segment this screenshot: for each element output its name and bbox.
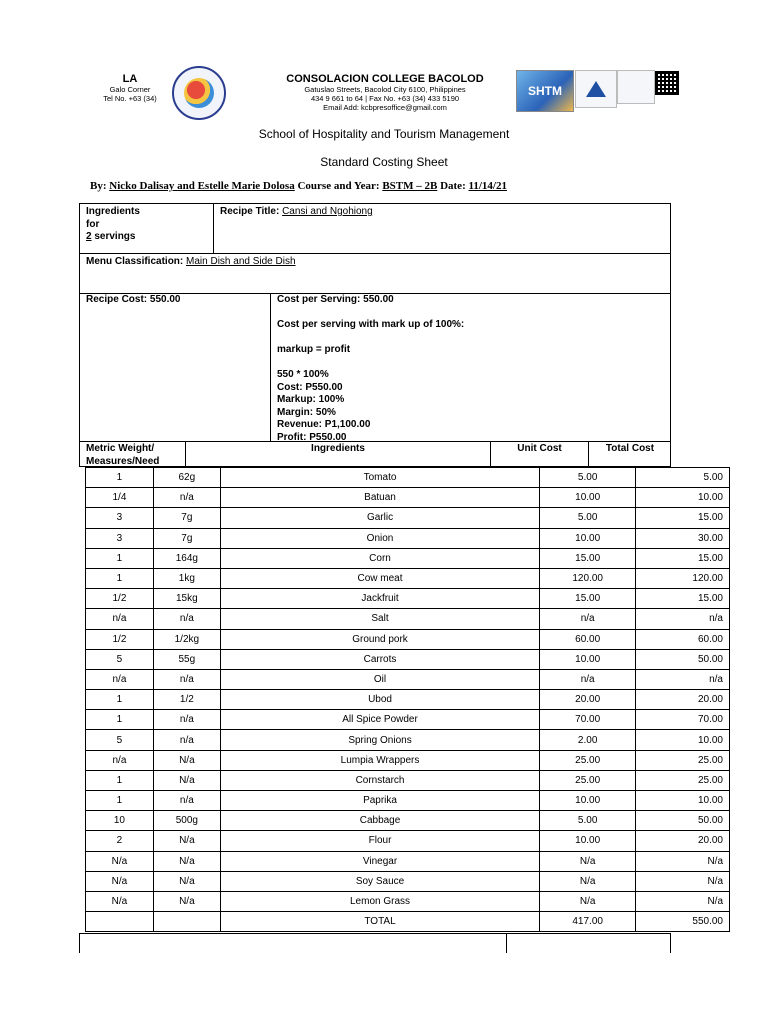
- row-total-cost: 120.00: [636, 568, 730, 588]
- row-total-cost: 15.00: [636, 589, 730, 609]
- row-measure: n/a: [153, 609, 220, 629]
- row-measure: [153, 912, 220, 932]
- table-row: [86, 528, 730, 548]
- row-total-cost: 30.00: [636, 528, 730, 548]
- row-unit-cost: 10.00: [540, 649, 636, 669]
- row-unit-cost: n/a: [540, 609, 636, 629]
- college-seal-logo: [172, 66, 226, 120]
- row-unit-cost: 25.00: [540, 770, 636, 790]
- table-row: [86, 710, 730, 730]
- row-unit-cost: 60.00: [540, 629, 636, 649]
- row-total-cost: 20.00: [636, 831, 730, 851]
- row-ingredient: All Spice Powder: [220, 710, 539, 730]
- row-unit-cost: n/a: [540, 669, 636, 689]
- row-ingredient: Paprika: [220, 791, 539, 811]
- row-ingredient: Onion: [220, 528, 539, 548]
- sheet-title: Standard Costing Sheet: [320, 155, 448, 169]
- row-ingredient: Flour: [220, 831, 539, 851]
- cost-line: Cost per serving with mark up of 100%:: [277, 319, 465, 330]
- by-label: By:: [90, 180, 107, 192]
- course-label: Course and Year:: [297, 180, 380, 192]
- row-unit-cost: 25.00: [540, 750, 636, 770]
- college-header: [255, 73, 515, 112]
- row-ingredient: TOTAL: [220, 912, 539, 932]
- badge-text: SHTM: [528, 84, 562, 98]
- row-total-cost: N/a: [636, 871, 730, 891]
- date-value: 11/14/21: [468, 180, 507, 192]
- row-measure: 7g: [153, 528, 220, 548]
- row-unit-cost: 5.00: [540, 508, 636, 528]
- row-unit-cost: 15.00: [540, 589, 636, 609]
- course-year: BSTM – 2B: [382, 180, 438, 192]
- table-row: [86, 690, 730, 710]
- row-unit-cost: 5.00: [540, 468, 636, 488]
- row-unit-cost: 10.00: [540, 528, 636, 548]
- row-ingredient: Batuan: [220, 488, 539, 508]
- row-unit-cost: 10.00: [540, 831, 636, 851]
- ingredients-table: [85, 467, 730, 932]
- row-unit-cost: 5.00: [540, 811, 636, 831]
- row-total-cost: 15.00: [636, 548, 730, 568]
- col-metric-line-2: Measures/Need: [86, 455, 160, 467]
- row-total-cost: N/a: [636, 851, 730, 871]
- row-ingredient: Oil: [220, 669, 539, 689]
- row-quantity: 2: [86, 831, 154, 851]
- row-measure: 62g: [153, 468, 220, 488]
- table-row: [86, 548, 730, 568]
- row-ingredient: Carrots: [220, 649, 539, 669]
- for-label: for: [86, 218, 100, 230]
- servings-line: [86, 231, 140, 244]
- row-measure: N/a: [153, 770, 220, 790]
- row-unit-cost: N/a: [540, 871, 636, 891]
- date-label: Date:: [440, 180, 466, 192]
- row-quantity: 1: [86, 568, 154, 588]
- row-measure: n/a: [153, 730, 220, 750]
- row-quantity: N/a: [86, 851, 154, 871]
- row-measure: 7g: [153, 508, 220, 528]
- row-ingredient: Vinegar: [220, 851, 539, 871]
- qr-code-icon: [655, 71, 679, 95]
- table-row: [86, 791, 730, 811]
- table-row: [86, 629, 730, 649]
- certification-logo: [575, 70, 617, 108]
- row-quantity: 1/2: [86, 589, 154, 609]
- recipe-header-box: [79, 203, 671, 254]
- row-ingredient: Soy Sauce: [220, 871, 539, 891]
- row-ingredient: Ground pork: [220, 629, 539, 649]
- row-ingredient: Cornstarch: [220, 770, 539, 790]
- cost-line: [277, 307, 464, 320]
- address-line-1: Gatuslao Streets, Bacolod City 6100, Philippines: [304, 85, 466, 94]
- byline: [90, 180, 507, 192]
- row-ingredient: Lemon Grass: [220, 891, 539, 911]
- seal-emblem-icon: [184, 78, 214, 108]
- row-ingredient: Tomato: [220, 468, 539, 488]
- cost-line: 550 * 100%: [277, 369, 329, 380]
- row-measure: 164g: [153, 548, 220, 568]
- table-row: [86, 730, 730, 750]
- row-measure: N/a: [153, 871, 220, 891]
- row-ingredient: Lumpia Wrappers: [220, 750, 539, 770]
- row-total-cost: 550.00: [636, 912, 730, 932]
- menu-classification-field: [86, 256, 296, 269]
- table-row: [86, 750, 730, 770]
- table-row: [86, 468, 730, 488]
- management-system-logo: [617, 70, 655, 104]
- row-unit-cost: 20.00: [540, 690, 636, 710]
- row-unit-cost: N/a: [540, 851, 636, 871]
- row-measure: n/a: [153, 791, 220, 811]
- row-quantity: n/a: [86, 609, 154, 629]
- row-measure: 1/2kg: [153, 629, 220, 649]
- cost-line: Cost: P550.00: [277, 381, 343, 393]
- cost-line: Margin: 50%: [277, 406, 336, 418]
- row-unit-cost: 10.00: [540, 791, 636, 811]
- row-total-cost: 50.00: [636, 649, 730, 669]
- row-total-cost: N/a: [636, 891, 730, 911]
- row-ingredient: Salt: [220, 609, 539, 629]
- row-total-cost: n/a: [636, 609, 730, 629]
- left-title: LA: [122, 73, 138, 85]
- table-row: [86, 831, 730, 851]
- row-unit-cost: 120.00: [540, 568, 636, 588]
- row-ingredient: Jackfruit: [220, 589, 539, 609]
- row-measure: 500g: [153, 811, 220, 831]
- table-row: [86, 811, 730, 831]
- cost-line: Markup: 100%: [277, 394, 345, 405]
- row-quantity: 1: [86, 468, 154, 488]
- table-row: [86, 589, 730, 609]
- table-row: [86, 609, 730, 629]
- row-unit-cost: 15.00: [540, 548, 636, 568]
- col-metric-header: [86, 443, 159, 468]
- row-unit-cost: 10.00: [540, 488, 636, 508]
- row-unit-cost: 2.00: [540, 730, 636, 750]
- ingredients-label: Ingredients: [86, 206, 140, 217]
- row-quantity: 1: [86, 770, 154, 790]
- row-ingredient: Cow meat: [220, 568, 539, 588]
- row-total-cost: 10.00: [636, 730, 730, 750]
- row-quantity: 1/2: [86, 629, 154, 649]
- recipe-title-label: Recipe Title:: [220, 206, 280, 217]
- left-contact: [90, 73, 170, 103]
- row-total-cost: 70.00: [636, 710, 730, 730]
- recipe-header-divider: [213, 203, 214, 254]
- table-row: [86, 508, 730, 528]
- cost-line: Profit: P550.00: [277, 431, 347, 443]
- ingredients-for-label: [86, 206, 140, 244]
- cost-line: Revenue: P1,100.00: [277, 419, 371, 430]
- row-unit-cost: 70.00: [540, 710, 636, 730]
- college-name: CONSOLACION COLLEGE BACOLOD: [286, 73, 484, 85]
- row-quantity: n/a: [86, 750, 154, 770]
- table-row: [86, 669, 730, 689]
- row-ingredient: Ubod: [220, 690, 539, 710]
- row-measure: N/a: [153, 831, 220, 851]
- row-quantity: N/a: [86, 871, 154, 891]
- row-total-cost: 60.00: [636, 629, 730, 649]
- row-ingredient: Cabbage: [220, 811, 539, 831]
- row-quantity: [86, 912, 154, 932]
- cost-line: Cost per Serving: 550.00: [277, 294, 394, 305]
- row-total-cost: 15.00: [636, 508, 730, 528]
- table-row: [86, 488, 730, 508]
- row-unit-cost: N/a: [540, 891, 636, 911]
- row-measure: N/a: [153, 891, 220, 911]
- row-quantity: 5: [86, 730, 154, 750]
- row-quantity: 1/4: [86, 488, 154, 508]
- menu-class-value: Main Dish and Side Dish: [186, 256, 296, 267]
- row-quantity: 1: [86, 710, 154, 730]
- menu-class-label: Menu Classification:: [86, 256, 184, 267]
- row-measure: 15kg: [153, 589, 220, 609]
- table-row: [86, 851, 730, 871]
- table-row: [86, 649, 730, 669]
- total-row: [86, 912, 730, 932]
- row-quantity: 5: [86, 649, 154, 669]
- row-measure: n/a: [153, 669, 220, 689]
- row-measure: 1kg: [153, 568, 220, 588]
- row-total-cost: 25.00: [636, 750, 730, 770]
- row-unit-cost: 417.00: [540, 912, 636, 932]
- row-total-cost: 10.00: [636, 791, 730, 811]
- servings-number: 2: [86, 231, 92, 242]
- row-quantity: 10: [86, 811, 154, 831]
- row-total-cost: 50.00: [636, 811, 730, 831]
- row-quantity: 3: [86, 528, 154, 548]
- table-row: [86, 871, 730, 891]
- row-measure: N/a: [153, 750, 220, 770]
- row-ingredient: Corn: [220, 548, 539, 568]
- row-ingredient: Garlic: [220, 508, 539, 528]
- row-measure: 1/2: [153, 690, 220, 710]
- cost-line: markup = profit: [277, 344, 351, 355]
- bottom-box-top: [79, 933, 671, 934]
- col-ingredients-header: Ingredients: [311, 443, 365, 454]
- shtm-badge-logo: [516, 70, 574, 112]
- bottom-box-left: [79, 933, 80, 953]
- col-unit-cost-header: Unit Cost: [517, 443, 562, 454]
- table-row: [86, 891, 730, 911]
- row-quantity: 1: [86, 791, 154, 811]
- certification-icon: [586, 81, 606, 97]
- bottom-box-right: [670, 933, 671, 953]
- row-total-cost: n/a: [636, 669, 730, 689]
- servings-word: servings: [94, 231, 136, 242]
- school-title: School of Hospitality and Tourism Management: [258, 127, 510, 141]
- row-ingredient: Spring Onions: [220, 730, 539, 750]
- address-line-2: 434 9 661 to 64 | Fax No. +63 (34) 433 5190: [310, 94, 460, 103]
- row-total-cost: 20.00: [636, 690, 730, 710]
- col-total-cost-header: Total Cost: [605, 443, 655, 454]
- row-measure: n/a: [153, 488, 220, 508]
- table-row: [86, 770, 730, 790]
- left-line-2: Tel No. +63 (34): [103, 94, 157, 103]
- row-measure: n/a: [153, 710, 220, 730]
- left-line-1: Galo Corner: [109, 85, 151, 94]
- row-quantity: n/a: [86, 669, 154, 689]
- table-row: [86, 568, 730, 588]
- row-quantity: 1: [86, 548, 154, 568]
- row-quantity: 1: [86, 690, 154, 710]
- cost-line: [277, 332, 464, 345]
- authors: Nicko Dalisay and Estelle Marie Dolosa: [109, 180, 295, 192]
- recipe-cost: Recipe Cost: 550.00: [86, 294, 181, 305]
- cost-box-divider: [270, 293, 271, 442]
- row-total-cost: 5.00: [636, 468, 730, 488]
- cost-line: [277, 357, 464, 370]
- recipe-title-field: [220, 206, 373, 219]
- cost-details: [277, 294, 464, 444]
- col-metric-line-1: Metric Weight/: [86, 443, 155, 454]
- bottom-box-mid: [506, 933, 507, 953]
- row-measure: N/a: [153, 851, 220, 871]
- recipe-title-value: Cansi and Ngohiong: [282, 206, 373, 217]
- row-measure: 55g: [153, 649, 220, 669]
- ingredients-table-body: [86, 468, 730, 932]
- row-total-cost: 25.00: [636, 770, 730, 790]
- row-quantity: N/a: [86, 891, 154, 911]
- row-total-cost: 10.00: [636, 488, 730, 508]
- address-line-3: Email Add: kcbpresoffice@gmail.com: [323, 103, 447, 112]
- row-quantity: 3: [86, 508, 154, 528]
